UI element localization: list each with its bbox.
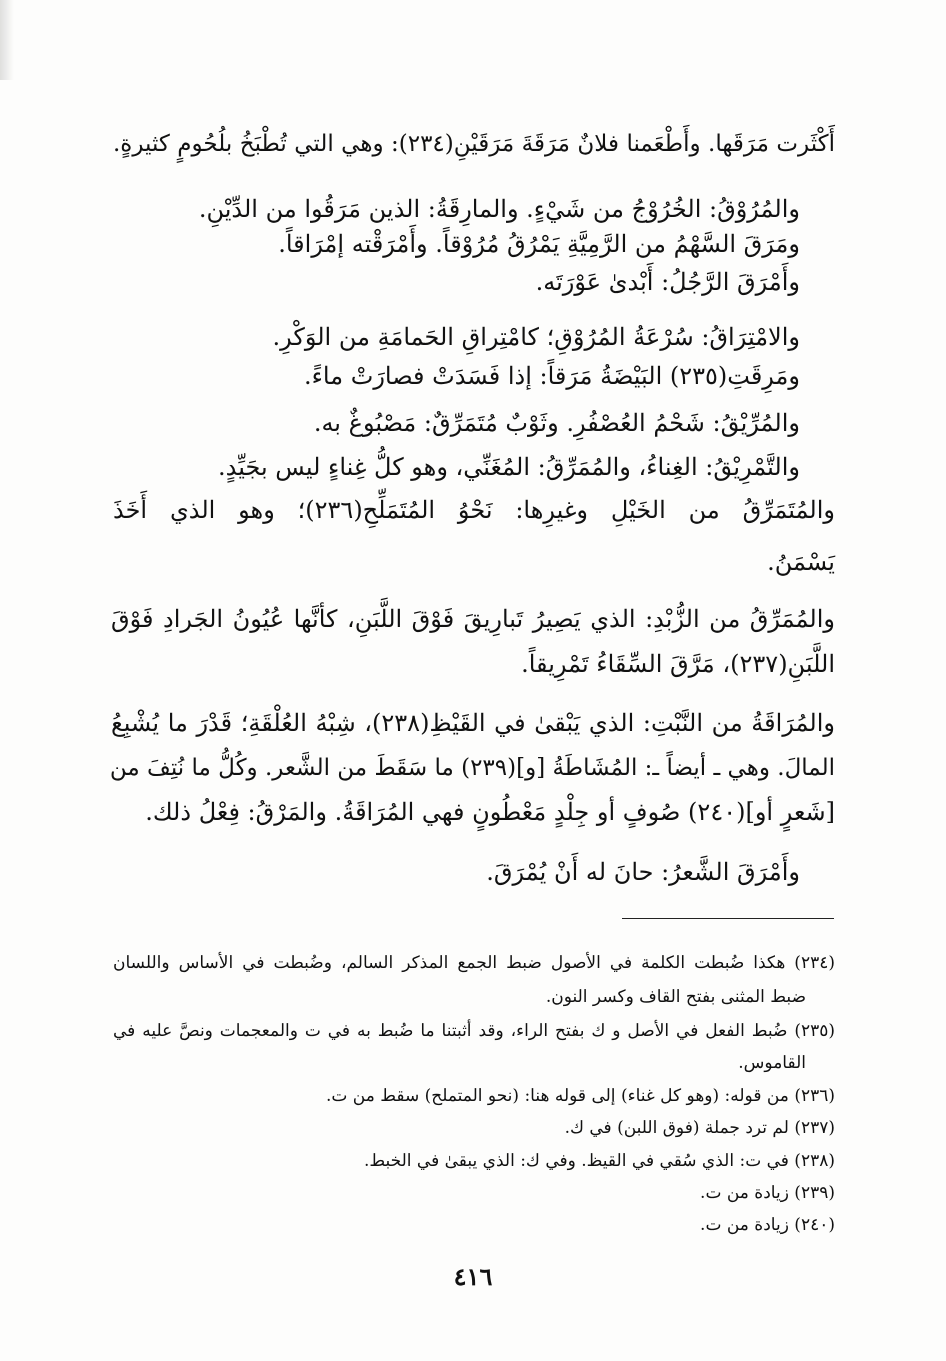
body-line: يَسْمَنُ. xyxy=(767,548,835,576)
footnote-line: (٢٣٨) في ت: الذي سُقي في القيظ. وفي ك: الذي يبقىٰ في الخبط. xyxy=(363,1151,835,1171)
footnote-line: القاموس. xyxy=(738,1053,806,1073)
page-number: ٤١٦ xyxy=(453,1262,493,1291)
body-line: [شَعرٍ أو](٢٤٠) صُوفٍ أو جِلْدٍ مَعْطُونٍ فهي المُرَاقَةُ. والمَرْقُ: فِعْلُ ذلك. xyxy=(145,798,835,826)
body-line: والمُمَرِّقُ من الزُّبْدِ: الذي يَصِيرُ تَبارِيقَ فَوْقَ اللَّبَنِ، كأنَّها عُيُونُ الجَرادِ فَوْقَ xyxy=(111,605,835,633)
body-line: والمُرِّيْقُ: شَحْمُ العُصْفُرِ. وثَوْبٌ مُتَمَرِّقٌ: مَصْبُوغٌ به. xyxy=(313,409,800,437)
body-line: المالَ. وهي ـ أيضاً ـ: المُشَاطَةُ [و](٢٣٩) ما سَقَطَ من الشَّعر. وكُلُّ ما نُتِفَ من xyxy=(109,755,835,781)
scan-edge-mark xyxy=(0,0,14,80)
body-line: ومَرِقَتِ(٢٣٥) البَيْضَةُ مَرَقاً: إذا فَسَدَتْ فصارَتْ ماءً. xyxy=(304,362,800,390)
body-line: والمُرَاقَةُ من النَّبْتِ: الذي يَبْقىٰ في القَيْظِ(٢٣٨)، شِبْهُ العُلْقَةِ؛ قَدْرَ ما يُشْبِعُ xyxy=(111,709,835,737)
body-line: وأَمْرَقَ الرَّجُلُ: أَبْدىٰ عَوْرَتَه. xyxy=(535,268,800,296)
footnote-line: (٢٣٧) لم ترد جملة (فوق اللبن) في ك. xyxy=(564,1118,835,1138)
footnote-separator xyxy=(622,918,834,919)
body-line: والمُرُوْقُ: الخُرُوْجُ من شَيْءٍ. والمارِقَةُ: الذين مَرَقُوا من الدِّيْنِ. xyxy=(198,195,800,223)
footnote-line: (٢٤٠) زيادة من ت. xyxy=(700,1215,835,1235)
body-line: أَكْثَرت مَرَقَها. وأَطْعَمنا فلانٌ مَرَقَةَ مَرَقَيْنِ(٢٣٤): وهي التي تُطْبَخُ بلُحُومٍ كثيرةٍ. xyxy=(113,131,835,157)
footnote-line: (٢٣٩) زيادة من ت. xyxy=(700,1183,835,1203)
body-line: والامْتِرَاقُ: سُرْعَةُ المُرُوْقِ؛ كامْتِراقِ الحَمامَةِ من الوَكْرِ. xyxy=(272,323,800,351)
body-line: ومَرَقَ السَّهْمُ من الرَّمِيَّةِ يَمْرُقُ مُرُوْقاً. وأَمْرَقْته إمْرَاقاً. xyxy=(278,230,800,258)
footnote-line: ضبط المثنى بفتح القاف وكسر النون. xyxy=(545,987,806,1007)
body-line: اللَّبَنِ(٢٣٧)، مَرَّقَ السِّقَاءُ تَمْرِيقاً. xyxy=(521,650,835,678)
body-line: والتَّمْرِيْقُ: الغِناءُ، والمُمَرِّقُ: المُغَنِّي، وهو كلُّ غِناءٍ ليس بجَيِّدٍ. xyxy=(217,453,800,481)
footnote-line: (٢٣٦) من قوله: (وهو كل غناء) إلى قوله هنا: (نحو المتملح) سقط من ت. xyxy=(325,1086,835,1106)
footnote-line: (٢٣٥) ضُبط الفعل في الأصل و ك بفتح الراء، وقد أثبتنا ما ضُبط به في ت والمعجمات ونصَّ عليه في xyxy=(113,1021,835,1041)
footnote-line: (٢٣٤) هكذا ضُبطت الكلمة في الأصول ضبط الجمع المذكر السالم، وضُبطت في الأساس واللسان xyxy=(113,953,835,973)
body-line: وأَمْرَقَ الشَّعرُ: حانَ له أَنْ يُمْرَقَ. xyxy=(486,858,800,886)
body-line: والمُتَمَرِّقُ من الخَيْلِ وغيرِها: نَحْوُ المُتَمَلِّحِ(٢٣٦)؛ وهو الذي أَخَذَ xyxy=(113,496,835,524)
